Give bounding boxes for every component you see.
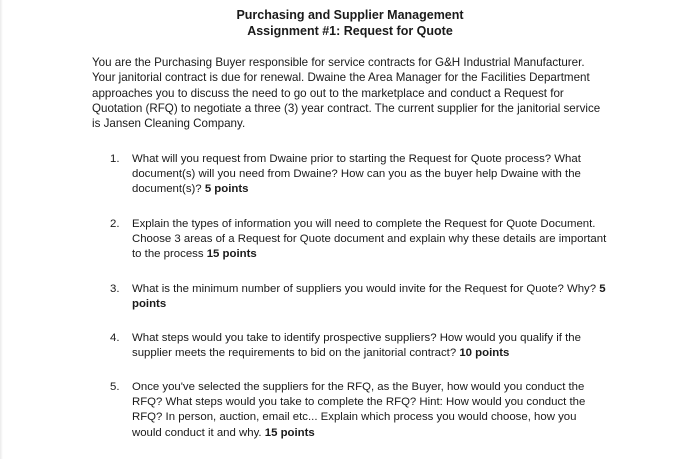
question-number: 5. bbox=[110, 381, 120, 393]
document-subtitle: Assignment #1: Request for Quote bbox=[247, 24, 453, 38]
question-item bbox=[110, 217, 608, 263]
question-number: 4. bbox=[110, 332, 120, 344]
question-text: What steps would you take to identify prospective suppliers? How would you qualify if the supplier meets the requirements to bid on the janitorial contract? bbox=[132, 332, 581, 360]
question-item bbox=[110, 380, 608, 441]
question-item bbox=[110, 152, 608, 198]
question-text: Once you've selected the suppliers for the RFQ, as the Buyer, how would you conduct the RFQ? What steps would you take to complete the RFQ? Hint: How would you conduct the RFQ? In person, auction, email etc... Explain which process you would choose, how you would conduct it and why. bbox=[132, 381, 586, 439]
question-number: 3. bbox=[110, 283, 120, 295]
document-title: Purchasing and Supplier Management bbox=[236, 8, 464, 22]
question-item bbox=[110, 331, 608, 361]
question-points: 15 points bbox=[206, 248, 257, 261]
question-points: 5 points bbox=[132, 283, 606, 311]
question-text: Explain the types of information you will need to complete the Request for Quote Document. Choose 3 areas of a Request for Quote document and explain why these details are important to the process bbox=[132, 218, 607, 261]
question-number: 2. bbox=[110, 218, 120, 230]
question-text: What will you request from Dwaine prior to starting the Request for Quote process? What document(s) will you need from Dwaine? How can you as the buyer help Dwaine with the document(s)? bbox=[132, 153, 581, 196]
intro-paragraph: You are the Purchasing Buyer responsible for service contracts for G&H Industrial Manufacturer. Your janitorial contract is due for renewal. Dwaine the Area Manager for the Facilities Department approaches you to discuss the need to go out to the marketplace and conduct a Request for Quotation (RFQ) to negotiate a three (3) year contract. The current supplier for the janitorial service is Jansen Cleaning Company. bbox=[92, 56, 601, 131]
question-number: 1. bbox=[110, 153, 120, 165]
question-points: 10 points bbox=[459, 347, 510, 360]
question-item bbox=[110, 282, 608, 312]
question-text: What is the minimum number of suppliers you would invite for the Request for Quote? Why? bbox=[132, 283, 600, 295]
page-edge-shadow bbox=[0, 0, 3, 459]
question-points: 15 points bbox=[264, 426, 315, 439]
question-points: 5 points bbox=[204, 183, 249, 196]
